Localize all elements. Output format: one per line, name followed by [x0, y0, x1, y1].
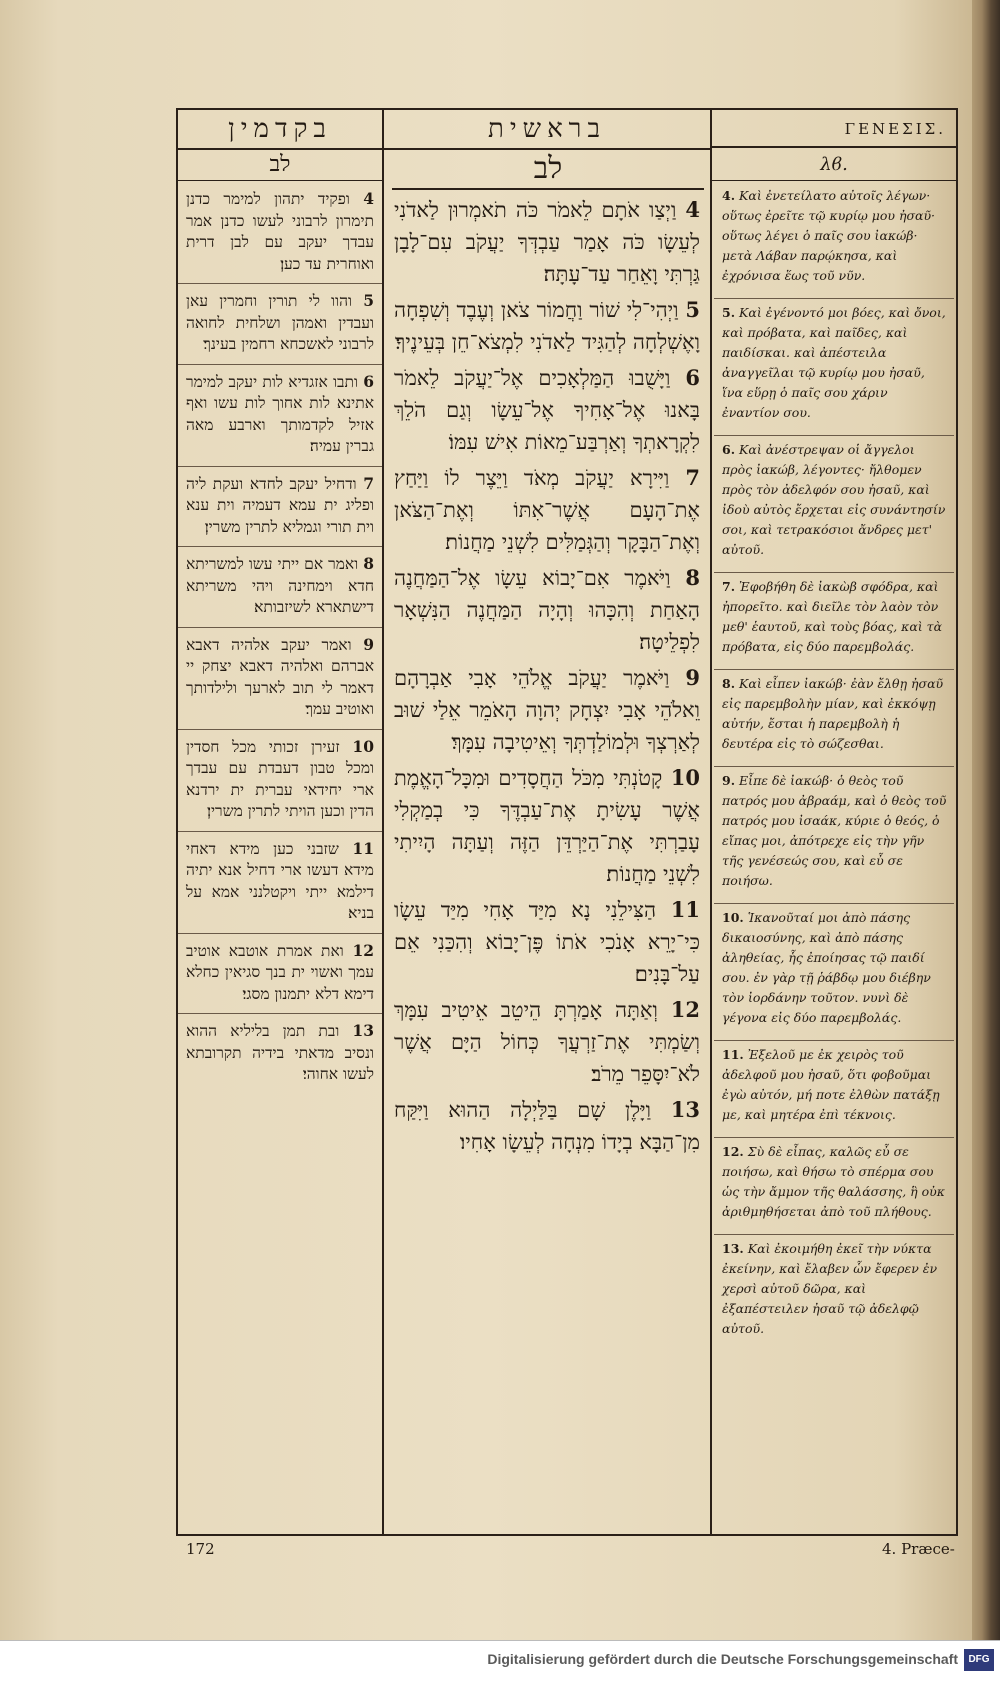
dfg-logo-icon: DFG: [964, 1649, 994, 1671]
targum-verse: 5 והוו לי תורין וחמרין עאן ועבדין ואמהן ושלחית לחואה לרבוני לאשכחא רחמין בעינך׃: [178, 284, 382, 365]
greek-verse: 11. Ἐξελοῦ με ἐκ χειρὸς τοῦ ἀδελφοῦ μου ἠσαῦ, ὅτι φοβοῦμαι ἐγὼ αὐτόν, μή ποτε ἐλθὼν πατάξῃ με, καὶ μητέρα ἐπὶ τέκνοις.: [714, 1041, 954, 1138]
greek-column: [714, 182, 954, 1351]
targum-header: בקדמין: [178, 110, 382, 150]
hebrew-verse: 6 וַיָּשֻׁבוּ הַמַּלְאָכִים אֶל־יַעֲקֹב לֵאמֹר בָּאנוּ אֶל־אָחִיךָ אֶל־עֵשָׂו וְגַם הֹלֵךְ לִקְרָאתְךָ וְאַרְבַּע־מֵאוֹת אִישׁ עִמּוֹ׃: [394, 365, 700, 454]
hebrew-column: [386, 192, 708, 1160]
targum-verse: 8 ואמר אם ייתי עשו למשריתא חדא וימחינה ויהי משריתא דישתארא לשיזבותא׃: [178, 547, 382, 628]
greek-verse: 7. Ἐφοβήθη δὲ ἰακὼβ σφόδρα, καὶ ἠπορεῖτο. καὶ διεῖλε τὸν λαὸν τὸν μεθ' ἑαυτοῦ, καὶ τοὺς βόας, καὶ τὰ πρόβατα, εἰς δύο παρεμβολάς.: [714, 573, 954, 670]
hebrew-verse: 10 קָטֹנְתִּי מִכֹּל הַחֲסָדִים וּמִכָּל־הָאֱמֶת אֲשֶׁר עָשִׂיתָ אֶת־עַבְדֶּךָ כִּי בְמַקְלִי עָבַרְתִּי אֶת־הַיַּרְדֵּן הַזֶּה וְעַתָּה הָיִיתִי לִשְׁנֵי מַחֲנוֹת׃: [394, 765, 700, 886]
targum-verse: 11 שזבני כען מידא דאחי מידא דעשו ארי דחיל אנא יתיה דילמא ייתי ויקטלנני אמא על בניא׃: [178, 832, 382, 934]
text-frame: [176, 108, 958, 1536]
hebrew-header: בראשית: [384, 110, 710, 150]
hebrew-verse: 5 וַיְהִי־לִי שׁוֹר וַחֲמוֹר צֹאן וְעֶבֶד וְשִׁפְחָה וָאֶשְׁלְחָה לְהַגִּיד לַאדֹנִי לִמְצֹא־חֵן בְּעֵינֶיךָ׃: [394, 297, 700, 354]
hebrew-verse: 7 וַיִּירָא יַעֲקֹב מְאֹד וַיֵּצֶר לוֹ וַיַּחַץ אֶת־הָעָם אֲשֶׁר־אִתּוֹ וְאֶת־הַצֹּאן וְאֶת־הַבָּקָר וְהַגְּמַלִּים לִשְׁנֵי מַחֲנוֹת׃: [394, 465, 700, 554]
greek-verse: 4. Καὶ ἐνετείλατο αὐτοῖς λέγων· οὕτως ἐρεῖτε τῷ κυρίῳ μου ἠσαῦ· οὕτως λέγει ὁ παῖς σου ἰακώβ· μετὰ Λάβαν παρῴκησα, καὶ ἐχρόνισα ἕως τοῦ νῦν.: [714, 182, 954, 299]
greek-chapter: λϐ.: [712, 150, 956, 181]
targum-verse: 4 ופקיד יתהון למימר כדנן תימרון לרבוני לעשו כדנן אמר עבדך יעקב עם לבן דרית ואוחרית עד כען׃: [178, 182, 382, 284]
targum-column: [178, 182, 382, 1094]
hebrew-chapter: לב: [392, 150, 704, 190]
banner-text: Digitalisierung gefördert durch die Deutsche Forschungsgemeinschaft: [487, 1651, 958, 1667]
catchword: 4. Præce-: [882, 1540, 955, 1558]
greek-verse: 12. Σὺ δὲ εἶπας, καλῶς εὖ σε ποιήσω, καὶ θήσω τὸ σπέρμα σου ὡς τὴν ἄμμον τῆς θαλάσσης, ἣ οὐκ ἀριθμηθήσεται ἀπὸ τοῦ πλήθους.: [714, 1138, 954, 1235]
greek-header: ΓΕΝΕΣΙΣ.: [712, 110, 956, 148]
targum-verse: 10 זעירן זכותי מכל חסדין ומכל טבון דעבדת עם עבדך ארי יחידאי עברית ית ירדנא הדין וכען הויתי לתרין משרין׃: [178, 730, 382, 832]
greek-verse: 10. Ἱκανοῦταί μοι ἀπὸ πάσης δικαιοσύνης, καὶ ἀπὸ πάσης ἀληθείας, ἧς ἐποίησας τῷ παιδί σου. ἐν γὰρ τῇ ῥάβδῳ μου διέβην τὸν ἰορδάνην τοῦτον. νυνὶ δὲ γέγονα εἰς δύο παρεμβολάς.: [714, 904, 954, 1041]
hebrew-verse: 4 וַיְצַו אֹתָם לֵאמֹר כֹּה תֹאמְרוּן לַאדֹנִי לְעֵשָׂו כֹּה אָמַר עַבְדְּךָ יַעֲקֹב עִם־לָבָן גַּרְתִּי וָאֵחַר עַד־עָתָּה׃: [394, 197, 700, 286]
column-divider-left: [382, 110, 384, 1534]
targum-verse: 7 ודחיל יעקב לחדא ועקת ליה ופליג ית עמא דעמיה וית ענא וית תורי וגמליא לתרין משרין׃: [178, 467, 382, 548]
targum-verse: 6 ותבו אזגדיא לות יעקב למימר אתינא לות אחוך לות עשו ואף אזיל לקדמותך וארבע מאה גברין עמיה׃: [178, 365, 382, 467]
hebrew-verse: 13 וַיָּלֶן שָׁם בַּלַּיְלָה הַהוּא וַיִּקַּח מִן־הַבָּא בְיָדוֹ מִנְחָה לְעֵשָׂו אָחִיו׃: [394, 1097, 700, 1154]
greek-verse: 8. Καὶ εἶπεν ἰακώβ· ἐὰν ἔλθῃ ἠσαῦ εἰς παρεμβολὴν μίαν, καὶ ἐκκόψῃ αὐτήν, ἔσται ἡ παρεμβολὴ ἡ δευτέρα εἰς τὸ σώζεσθαι.: [714, 670, 954, 767]
targum-verse: 13 ובת תמן בליליא ההוא ונסיב מדאתי בידיה תקרובתא לעשו אחוהי׃: [186, 1021, 374, 1083]
greek-verse: 9. Εἶπε δὲ ἰακώβ· ὁ θεὸς τοῦ πατρός μου ἀβραάμ, καὶ ὁ θεὸς τοῦ πατρός μου ἰσαάκ, κύριε ὁ θεός, ὁ εἴπας μοι, ἀπότρεχε εἰς τὴν γῆν τῆς γενέσεώς σου, καὶ εὖ σε ποιήσω.: [714, 767, 954, 904]
greek-verse: 6. Καὶ ἀνέστρεψαν οἱ ἄγγελοι πρὸς ἰακώβ, λέγοντες· ἤλθομεν πρὸς τὸν ἀδελφόν σου ἠσαῦ, καὶ ἰδοὺ αὐτὸς ἔρχεται εἰς συνάντησίν σοι, καὶ τετρακόσιοι ἄνδρες μετ' αὐτοῦ.: [714, 436, 954, 573]
column-divider-right: [710, 110, 712, 1534]
book-spine: [970, 0, 1000, 1640]
greek-verse: 5. Καὶ ἐγένοντό μοι βόες, καὶ ὄνοι, καὶ πρόβατα, καὶ παῖδες, καὶ παιδίσκαι. καὶ ἀπέστειλα ἀναγγεῖλαι τῷ κυρίῳ μου ἠσαῦ, ἵνα εὕρῃ ὁ παῖς σου χάριν ἐναντίον σου.: [714, 299, 954, 436]
page-number: 172: [186, 1540, 215, 1558]
hebrew-verse: 12 וְאַתָּה אָמַרְתָּ הֵיטֵב אֵיטִיב עִמָּךְ וְשַׂמְתִּי אֶת־זַרְעֲךָ כְּחוֹל הַיָּם אֲשֶׁר לֹא־יִסָּפֵר מֵרֹב׃: [394, 997, 700, 1086]
greek-verse: 13. Καὶ ἐκοιμήθη ἐκεῖ τὴν νύκτα ἐκείνην, καὶ ἔλαβεν ὧν ἔφερεν ἐν χερσὶ αὐτοῦ δῶρα, καὶ ἐξαπέστειλεν ἠσαῦ τῷ ἀδελφῷ αὐτοῦ.: [722, 1241, 938, 1336]
targum-chapter: לב: [178, 150, 382, 181]
digitization-banner: [0, 1640, 1000, 1681]
targum-verse: 9 ואמר יעקב אלהיה דאבא אברהם ואלהיה דאבא יצחק יי דאמר לי תוב לארעך ולילדותך ואוטיב עמך׃: [178, 628, 382, 730]
hebrew-verse: 9 וַיֹּאמֶר יַעֲקֹב אֱלֹהֵי אָבִי אַבְרָהָם וֵאלֹהֵי אָבִי יִצְחָק יְהוָה הָאֹמֵר אֵלַי שׁוּב לְאַרְצְךָ וּלְמוֹלַדְתְּךָ וְאֵיטִיבָה עִמָּךְ׃: [394, 665, 700, 754]
hebrew-verse: 8 וַיֹּאמֶר אִם־יָבוֹא עֵשָׂו אֶל־הַמַּחֲנֶה הָאַחַת וְהִכָּהוּ וְהָיָה הַמַּחֲנֶה הַנִּשְׁאָר לִפְלֵיטָה׃: [394, 565, 700, 654]
targum-verse: 12 ואת אמרת אוטבא אוטיב עמך ואשוי ית בנך סגיאין כחלא דימא דלא יתמנון מסגי׃: [178, 934, 382, 1015]
hebrew-verse: 11 הַצִּילֵנִי נָא מִיַּד אָחִי מִיַּד עֵשָׂו כִּי־יָרֵא אָנֹכִי אֹתוֹ פֶּן־יָבוֹא וְהִכַּנִי אֵם עַל־בָּנִים׃: [394, 897, 700, 986]
